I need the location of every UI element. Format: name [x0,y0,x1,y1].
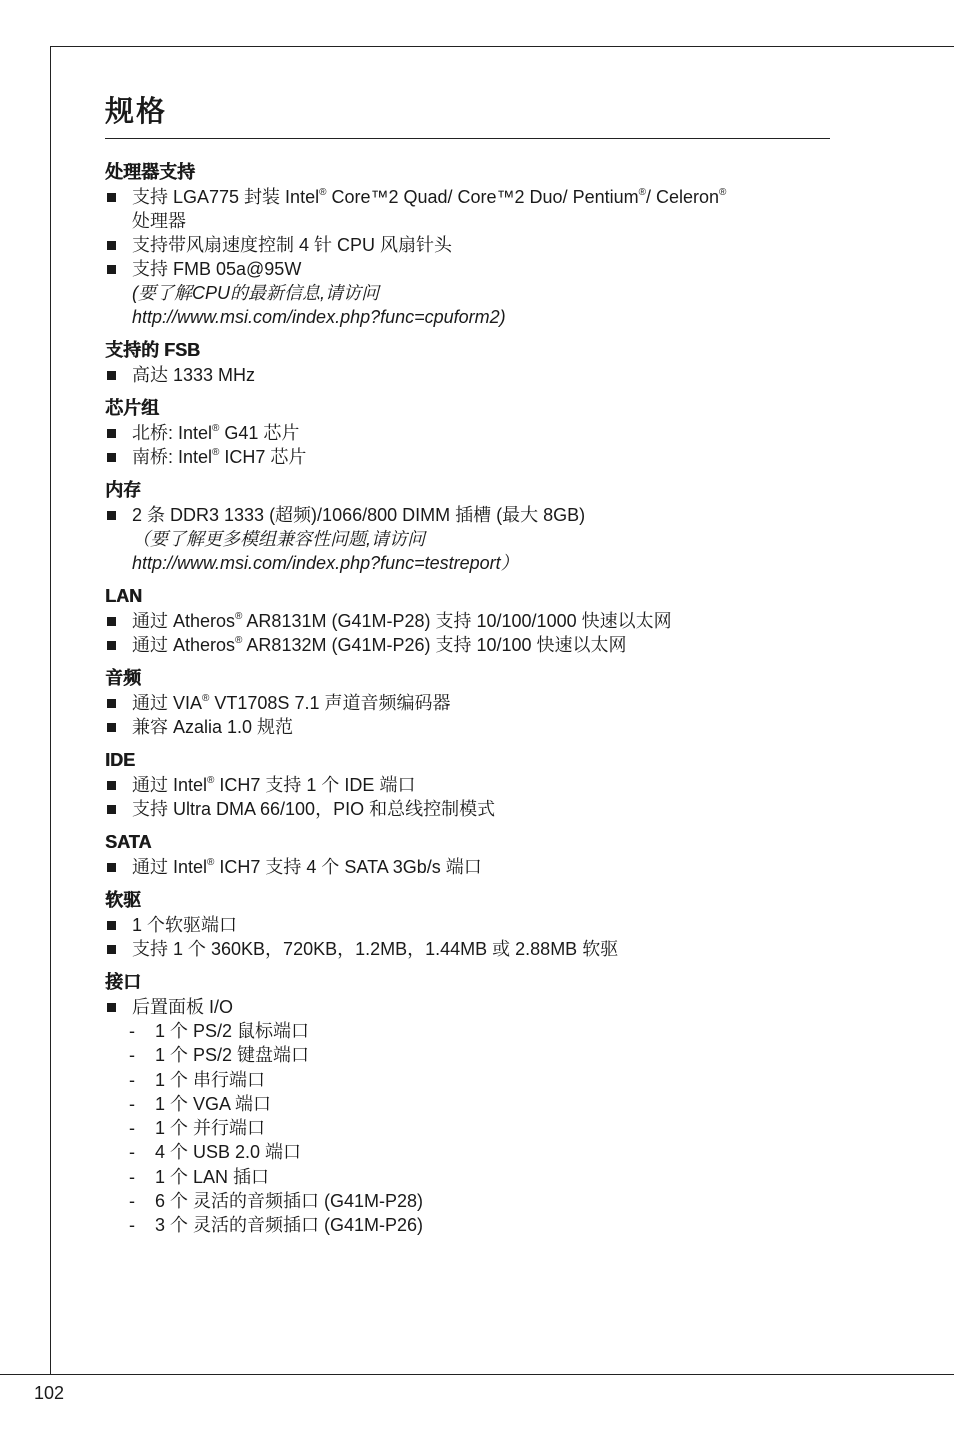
list-item: 1 个软驱端口 [105,913,830,937]
list-item: 通过 VIA® VT1708S 7.1 声道音频编码器 [105,691,830,715]
bullet-icon [107,781,116,790]
list-item: 南桥: Intel® ICH7 芯片 [105,445,830,469]
section-fsb [105,339,830,387]
sub-list-item: - 4 个 USB 2.0 端口 [129,1142,302,1163]
frame-top-rule [50,46,954,47]
list-item: 兼容 Azalia 1.0 规范 [105,715,830,739]
sub-list-item: - 1 个 LAN 插口 [129,1166,270,1187]
sub-list-item: - 1 个 串行端口 [129,1069,266,1090]
section-heading: 芯片组 [105,398,159,418]
section-floppy [105,889,830,961]
section-sata [105,831,830,879]
frame-bottom-rule [0,1374,954,1375]
list-item: 后置面板 I/O [105,995,830,1019]
sub-list-item: - 1 个 PS/2 键盘端口 [129,1045,310,1066]
section-heading: SATA [105,832,152,852]
section-lan [105,585,830,657]
sub-list-item: - 1 个 VGA 端口 [129,1093,272,1114]
frame-left-rule [50,46,51,1375]
bullet-icon [107,453,116,462]
section-ide [105,749,830,821]
bullet-icon [107,863,116,872]
spec-content [105,92,830,1248]
bullet-icon [107,371,116,380]
bullet-icon [107,945,116,954]
section-audio [105,667,830,739]
bullet-icon [107,921,116,930]
bullet-icon [107,511,116,520]
bullet-icon [107,193,116,202]
section-heading: 音频 [105,668,141,688]
bullet-icon [107,241,116,250]
list-item: 支持带风扇速度控制 4 针 CPU 风扇针头 [105,233,830,257]
sub-list-item: - 1 个 并行端口 [129,1118,266,1139]
section-heading: 支持的 FSB [105,340,201,360]
bullet-icon [107,699,116,708]
section-memory [105,479,830,575]
list-item: 支持 FMB 05a@95W (要了解CPU的最新信息,请访问 http://www.msi.com/index.php?func=cpuform2) [105,257,830,329]
section-heading: 内存 [105,480,141,500]
list-item: 支持 LGA775 封装 Intel® Core™2 Quad/ Core™2 Duo/ Pentium®/ Celeron® 处理器 [105,185,830,233]
section-heading: LAN [105,586,142,606]
list-item: 通过 Intel® ICH7 支持 4 个 SATA 3Gb/s 端口 [105,855,830,879]
list-item: 通过 Intel® ICH7 支持 1 个 IDE 端口 [105,773,830,797]
cpu-note-link[interactable]: http://www.msi.com/index.php?func=cpuform2) [132,307,506,327]
memory-note: （要了解更多模组兼容性问题,请访问 [132,529,425,549]
bullet-icon [107,805,116,814]
section-heading: 处理器支持 [105,162,195,182]
page-number: 102 [34,1383,65,1403]
list-item: 通过 Atheros® AR8132M (G41M-P26) 支持 10/100 快速以太网 [105,633,830,657]
sub-list-item: - 6 个 灵活的音频插口 (G41M-P28) [129,1191,424,1212]
bullet-icon [107,265,116,274]
section-heading: 接口 [105,972,141,992]
list-item: 北桥: Intel® G41 芯片 [105,421,830,445]
list-item: 支持 1 个 360KB，720KB，1.2MB，1.44MB 或 2.88MB 软驱 [105,937,830,961]
list-item: 高达 1333 MHz [105,363,830,387]
section-heading: IDE [105,750,136,770]
cpu-note: (要了解CPU的最新信息,请访问 [132,283,379,303]
section-heading: 软驱 [105,890,141,910]
section-cpu [105,161,830,329]
bullet-icon [107,1003,116,1012]
list-item: 通过 Atheros® AR8131M (G41M-P28) 支持 10/100/1000 快速以太网 [105,609,830,633]
sub-list-item: - 3 个 灵活的音频插口 (G41M-P26) [129,1215,424,1236]
section-chipset [105,397,830,469]
page-title: 规格 [105,92,830,139]
list-item: 支持 Ultra DMA 66/100，PIO 和总线控制模式 [105,797,830,821]
section-ports [105,971,830,1238]
bullet-icon [107,617,116,626]
bullet-icon [107,723,116,732]
list-item: 2 条 DDR3 1333 (超频)/1066/800 DIMM 插槽 (最大 8GB) （要了解更多模组兼容性问题,请访问 http://www.msi.com/index.php?func=testreport） [105,503,830,575]
bullet-icon [107,641,116,650]
memory-note-link[interactable]: http://www.msi.com/index.php?func=testreport） [132,553,519,573]
bullet-icon [107,429,116,438]
sub-list-item: - 1 个 PS/2 鼠标端口 [129,1021,310,1041]
